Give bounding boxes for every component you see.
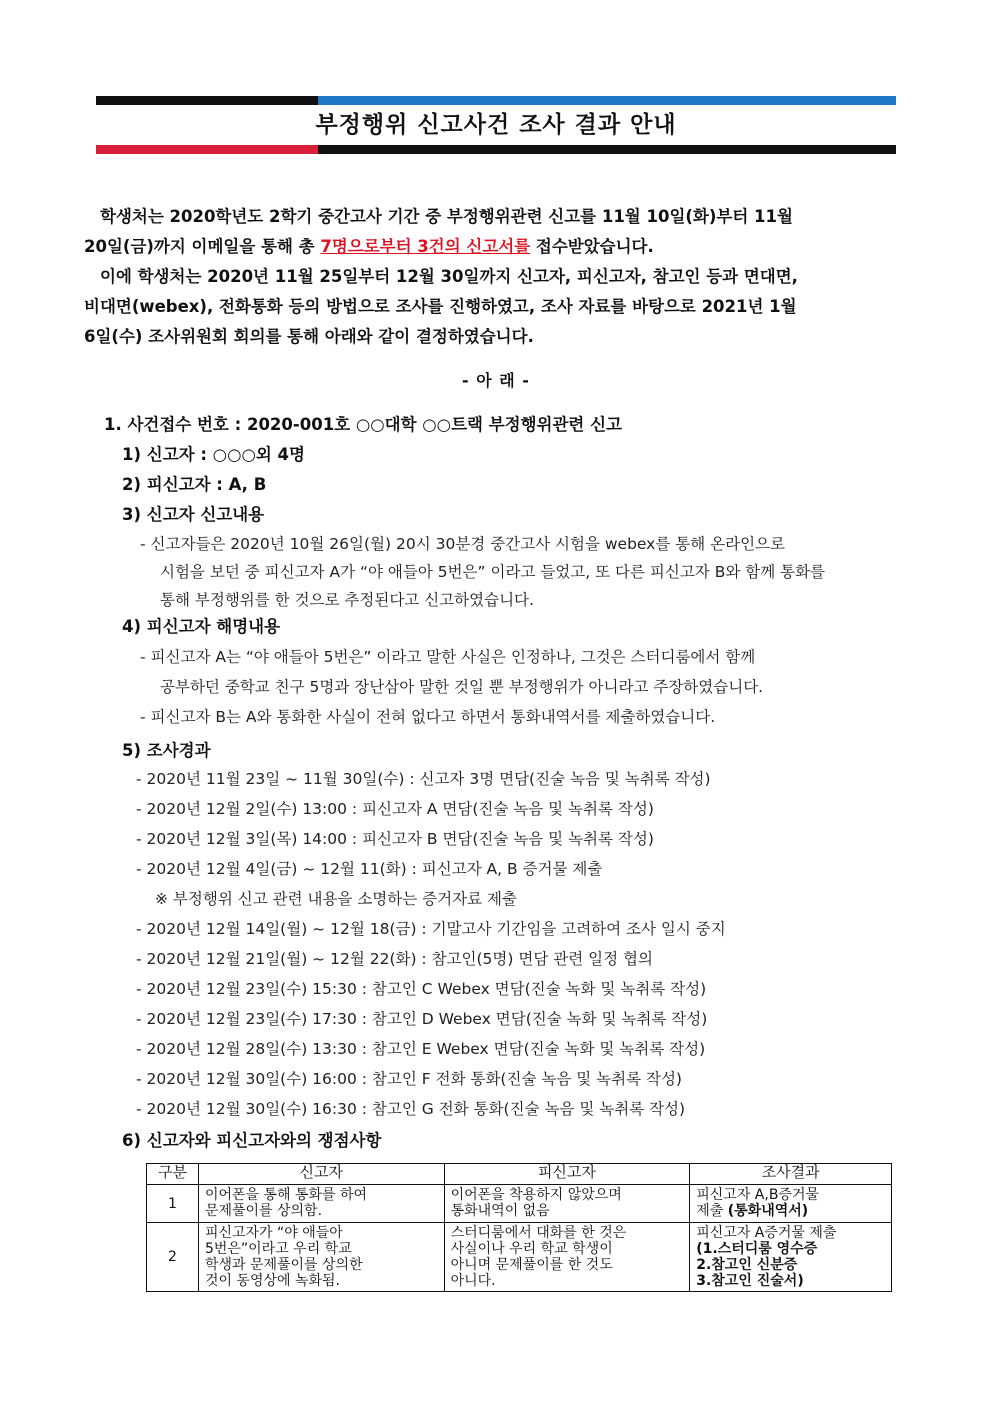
result-cell [690,1223,892,1292]
result-line: - 2020년 11월 23일 ~ 11월 30일(수) : 신고자 3명 면담(진술 녹음 및 녹취록 작성) [136,770,711,788]
cell-text: 학생과 문제풀이를 상의한 [204,1257,363,1273]
cell-text: 사실이나 우리 학교 학생이 [450,1241,613,1257]
intro-line-3: 이에 학생처는 2020년 11월 25일부터 12월 30일까지 신고자, 피신고자, 참고인 등과 면대면, [100,267,798,286]
report-line: 시험을 보던 중 피신고자 A가 “야 애들아 5번은” 이라고 들었고, 또 다른 피신고자 B와 함께 통화를 [160,563,826,581]
intro-line-1: 학생처는 2020학년도 2학기 중간고사 기간 중 부정행위관련 신고를 11월 10일(화)부터 11월 [100,207,793,226]
cell-text: 문제풀이를 상의함. [204,1203,323,1219]
reporter-cell [198,1223,444,1292]
cell-text: 피신고자 A,B증거물 [696,1187,819,1203]
defense-line: - 피신고자 A는 “야 애들아 5번은” 이라고 말한 사실은 인정하나, 그것은 스터디룸에서 함께 [140,648,756,666]
cell-text: 아니다. [450,1273,496,1289]
report-line: - 신고자들은 2020년 10월 26일(월) 20시 30분경 중간고사 시험을 webex를 통해 온라인으로 [140,535,785,553]
intro-line-2-post: 접수받았습니다. [530,237,654,256]
intro-line-4: 비대면(webex), 전화통화 등의 방법으로 조사를 진행하였고, 조사 자료를 바탕으로 2021년 1월 [84,297,797,316]
cell-text [696,1203,885,1219]
result-line: - 2020년 12월 14일(월) ~ 12월 18(금) : 기말고사 기간임을 고려하여 조사 일시 중지 [136,920,726,938]
cell-text-bold: (통화내역서) [727,1203,809,1219]
report-line: 통해 부정행위를 한 것으로 추정된다고 신고하였습니다. [160,591,534,609]
intro-line-2-pre: 20일(금)까지 이메일을 통해 총 [84,237,321,256]
defense-line: - 피신고자 B는 A와 통화한 사실이 전혀 없다고 하면서 통화내역서를 제출하였습니다. [140,708,716,726]
row-number: 1 [147,1185,199,1223]
column-header: 구분 [147,1164,199,1185]
result-line: - 2020년 12월 4일(금) ~ 12월 11(화) : 피신고자 A, B 증거물 제출 [136,860,603,878]
column-header: 피신고자 [444,1164,690,1185]
cell-text: 이어폰을 착용하지 않았으며 [450,1187,622,1203]
result-line: - 2020년 12월 30일(수) 16:30 : 참고인 G 전화 통화(진술 녹음 및 녹취록 작성) [136,1100,686,1118]
accused-cell [444,1185,690,1223]
cell-text: 이어폰을 통해 통화를 하여 [204,1187,368,1203]
result-line: - 2020년 12월 23일(수) 15:30 : 참고인 C Webex 면담(진술 녹화 및 녹취록 작성) [136,980,707,998]
column-header: 신고자 [198,1164,444,1185]
cell-text-plain: 제출 [696,1203,728,1219]
cell-text: 통화내역이 없음 [450,1203,550,1219]
page-title: 부정행위 신고사건 조사 결과 안내 [315,112,677,138]
result-line: - 2020년 12월 21일(월) ~ 12월 22(화) : 참고인(5명) 면담 관련 일정 협의 [136,950,653,968]
cell-text: 스터디룸에서 대화를 한 것은 [450,1225,627,1241]
column-header: 조사결과 [690,1164,892,1185]
result-line: - 2020년 12월 30일(수) 16:00 : 참고인 F 전화 통화(진술 녹음 및 녹취록 작성) [136,1070,682,1088]
result-line: - 2020년 12월 3일(목) 14:00 : 피신고자 B 면담(진술 녹음 및 녹취록 작성) [136,830,654,848]
issues-heading: 6) 신고자와 피신고자와의 쟁점사항 [122,1131,382,1150]
cell-text-bold: 2.참고인 신분증 [696,1257,798,1273]
intro-line-2 [84,232,904,262]
cell-text: 것이 동영상에 녹화됨. [204,1273,341,1289]
cell-text-bold: 3.참고인 진술서) [696,1273,804,1289]
accused-cell [444,1223,690,1292]
case-heading: 1. 사건접수 번호 : 2020-001호 ○○대학 ○○트랙 부정행위관련 신고 [104,415,622,434]
defense-line: 공부하던 중학교 친구 5명과 장난삼아 말한 것일 뿐 부정행위가 아니라고 주장하였습니다. [160,678,764,696]
result-line: - 2020년 12월 2일(수) 13:00 : 피신고자 A 면담(진술 녹음 및 녹취록 작성) [136,800,654,818]
result-cell [690,1185,892,1223]
result-note: ※ 부정행위 신고 관련 내용을 소명하는 증거자료 제출 [155,890,517,908]
cell-text: 아니며 문제풀이를 한 것도 [450,1257,613,1273]
report-heading: 3) 신고자 신고내용 [122,505,265,524]
table-header-row [147,1164,892,1185]
header-bar-bottom [96,145,896,154]
row-number: 2 [147,1223,199,1292]
result-heading: 5) 조사경과 [122,741,211,760]
defense-heading: 4) 피신고자 해명내용 [122,617,281,636]
section-divider-label: - 아 래 - [462,371,530,390]
intro-line-5: 6일(수) 조사위원회 회의를 통해 아래와 같이 결정하였습니다. [84,327,534,346]
accused-line: 2) 피신고자 : A, B [122,475,267,494]
table-row [147,1223,892,1292]
header-bar-top [96,96,896,105]
cell-text-bold: (1.스터디룸 영수증 [696,1241,818,1257]
intro-highlight: 7명으로부터 3건의 신고서를 [320,237,531,256]
cell-text: 피신고자 A증거물 제출 [696,1225,837,1241]
table-row [147,1185,892,1223]
cell-text: 피신고자가 “야 애들아 [204,1225,343,1241]
issues-table [146,1163,892,1292]
cell-text: 5번은”이라고 우리 학교 [204,1241,352,1257]
result-line: - 2020년 12월 28일(수) 13:30 : 참고인 E Webex 면담(진술 녹화 및 녹취록 작성) [136,1040,706,1058]
reporter-cell [198,1185,444,1223]
result-line: - 2020년 12월 23일(수) 17:30 : 참고인 D Webex 면담(진술 녹화 및 녹취록 작성) [136,1010,708,1028]
reporter-line: 1) 신고자 : ○○○외 4명 [122,445,305,464]
